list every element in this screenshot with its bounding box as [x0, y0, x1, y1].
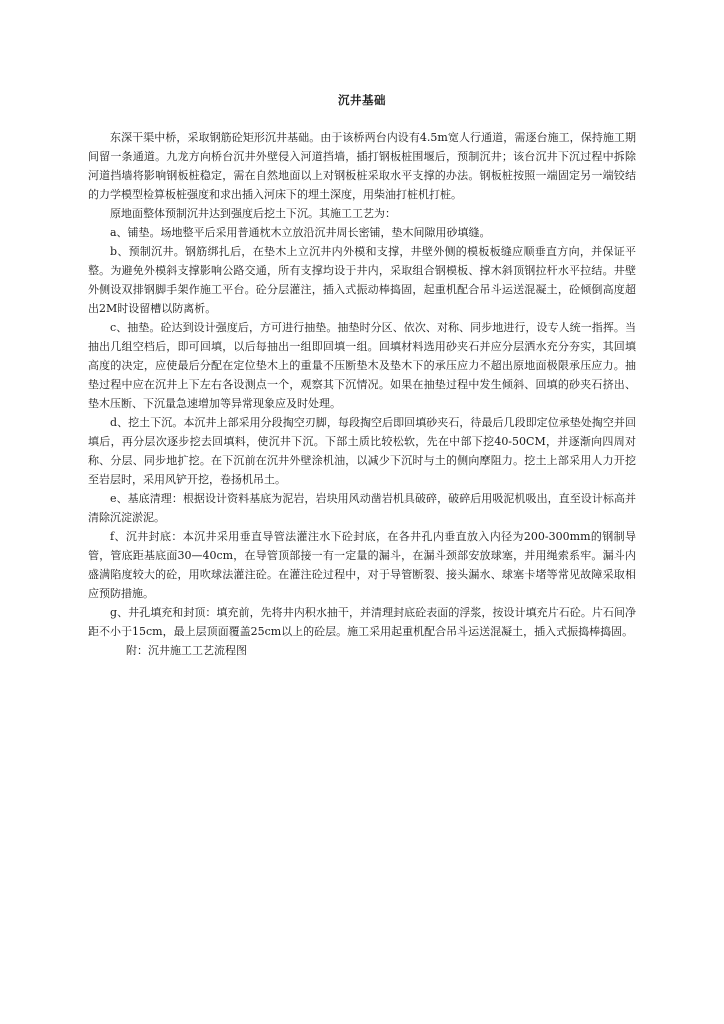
step-e-paragraph: e、基底清理：根据设计资料基底为泥岩，岩块用风动凿岩机具破碎，破碎后用吸泥机吸出，直至设计标高并清除沉淀淤泥。	[88, 492, 636, 524]
step-f-paragraph: f、沉井封底：本沉井采用垂直导管法灌注水下砼封底，在各井孔内垂直放入内径为200-300mm的钢制导管，管底距基底面30—40cm，在导管顶部接一有一定量的漏斗，在漏斗颈部安放球塞，并用绳索系牢。漏斗内盛满陷度较大的砼，用吹球法灌注砼。在灌注砼过程中，对于导管断裂、接头漏水、球塞卡堵等常见故障采取相应预防措施。	[88, 530, 636, 600]
document-title: 沉井基础	[338, 93, 386, 107]
intro-paragraph: 东深干渠中桥，采取钢筋砼矩形沉井基础。由于该桥两台内设有4.5m宽人行通道，需逐台施工，保持施工期间留一条通道。九龙方向桥台沉井外壁侵入河道挡墙，插打钢板桩围堰后，预制沉井；该台沉井下沉过程中拆除河道挡墙将影响钢板桩稳定，需在自然地面以上对钢板桩采取水平支撑的办法。钢板桩按照一端固定另一端铰结的力学模型检算板桩强度和求出插入河床下的埋土深度，用柴油打桩机打桩。	[88, 131, 636, 201]
step-g-paragraph: g、井孔填充和封顶：填充前，先将井内积水抽干，并清理封底砼表面的浮浆，按设计填充片石砼。片石间净距不小于15cm，最上层顶面覆盖25cm以上的砼层。施工采用起重机配合吊斗运送混凝土，插入式振捣棒捣固。	[88, 606, 636, 638]
step-a-paragraph: a、铺垫。场地整平后采用普通枕木立放沿沉井周长密铺，垫木间隙用砂填缝。	[110, 226, 491, 239]
document-page	[88, 92, 636, 660]
step-d-paragraph: d、挖土下沉。本沉井上部采用分段掏空刃脚，每段掏空后即回填砂夹石，待最后几段即定位承垫处掏空并回填后，再分层次逐步挖去回填料，使沉井下沉。下部土质比较松软，先在中部下挖40-50CM，并逐渐向四周对称、分层、同步地扩挖。在下沉前在沉井外壁涂机油，以减少下沉时与土的侧向摩阻力。挖土上部采用人力开挖至岩层时，采用风铲开挖，卷扬机吊土。	[88, 416, 636, 486]
step-c-paragraph: c、抽垫。砼达到设计强度后，方可进行抽垫。抽垫时分区、依次、对称、同步地进行，设专人统一指挥。当抽出几组空档后，即可回填，以后每抽出一组即回填一组。回填材料选用砂夹石并应分层洒水充分夯实，其回填高度的决定，应使最后分配在定位垫木上的重量不压断垫木及垫木下的承压应力不超出原地面极限承压应力。抽垫过程中应在沉井上下左右各设测点一个，观察其下沉情况。如果在抽垫过程中发生倾斜、回填的砂夹石挤出、垫木压断、下沉量急速增加等异常现象应及时处理。	[88, 321, 636, 410]
process-intro-paragraph: 原地面整体预制沉井达到强度后挖土下沉。其施工工艺为：	[110, 207, 396, 220]
appendix-note: 附：沉井施工工艺流程图	[126, 644, 247, 657]
step-b-paragraph: b、预制沉井。钢筋绑扎后，在垫木上立沉井内外模和支撑，井壁外侧的模板板缝应顺垂直方向，并保证平整。为避免外模斜支撑影响公路交通，所有支撑均设于井内，采取组合钢模板、撑木斜顶钢拉杆水平拉结。井壁外侧设双排钢脚手架作施工平台。砼分层灌注，插入式振动棒捣固，起重机配合吊斗运送混凝土，砼倾倒高度超出2M时设留槽以防离析。	[88, 245, 636, 315]
